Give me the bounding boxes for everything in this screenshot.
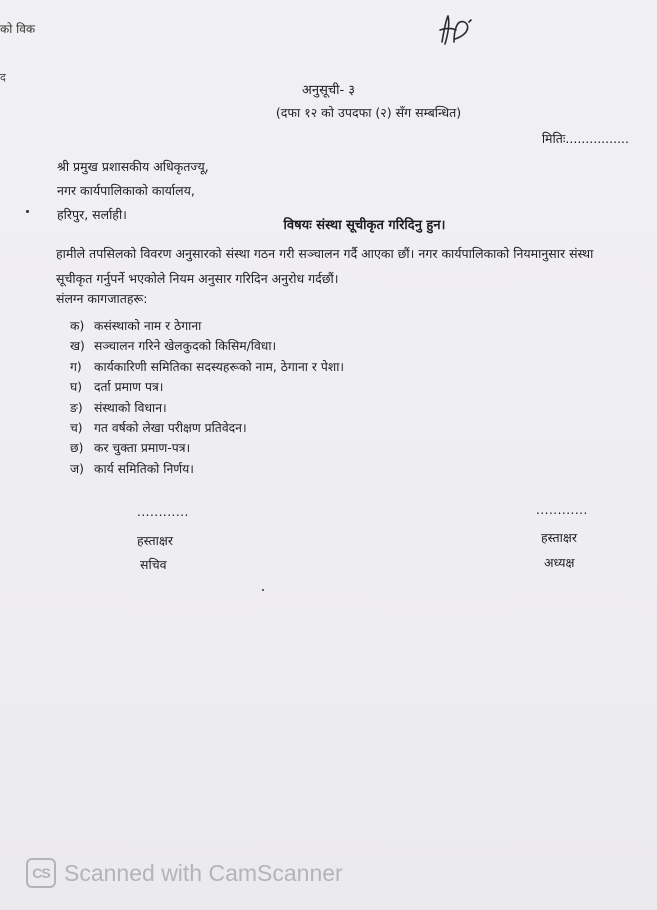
address-line: हरिपुर, सर्लाही। (57, 207, 127, 222)
list-item (70, 377, 344, 397)
list-marker: ख) (70, 339, 85, 354)
list-marker: छ) (70, 441, 84, 456)
address-line: नगर कार्यपालिकाको कार्यालय, (57, 183, 195, 198)
subject-line: विषयः संस्था सूचीकृत गरिदिनु हुन। (283, 218, 446, 233)
secretary-signature-line: ............ (137, 505, 189, 519)
secretary-role: सचिव (140, 557, 167, 572)
body-paragraph: हामीले तपसिलको विवरण अनुसारको संस्था गठन गरी सञ्चालन गर्दै आएका छौं। नगर कार्यपालिकाको नियमानुसार संस्था सूचीकृत गर्नुपर्ने भएकोले नियम अनुसार गरिदिन अनुरोध गर्दछौं। (56, 246, 594, 286)
list-item-text: कार्य समितिको निर्णय। (94, 461, 194, 476)
address-line: श्री प्रमुख प्रशासकीय अधिकृतज्यू, (57, 159, 209, 174)
secretary-signature-label: हस्ताक्षर (137, 533, 173, 548)
watermark-text: Scanned with CamScanner (64, 859, 343, 886)
scan-speck (262, 589, 264, 591)
list-item-text: गत वर्षको लेखा परीक्षण प्रतिवेदन। (94, 421, 247, 436)
list-item-text: संस्थाको विधान। (94, 400, 167, 415)
list-marker: ग) (70, 359, 82, 374)
list-item-text: कसंस्थाको नाम र ठेगाना (94, 319, 202, 333)
attachments-list (70, 316, 344, 479)
camscanner-watermark (26, 856, 343, 890)
list-marker: ङ) (70, 400, 83, 415)
list-item-text: कर चुक्ता प्रमाण-पत्र। (94, 441, 191, 456)
annex-subtitle: (दफा १२ को उपदफा (२) सँग सम्बन्धित) (275, 105, 462, 120)
list-item-text: दर्ता प्रमाण पत्र। (94, 380, 164, 395)
list-item (70, 357, 344, 377)
list-item (70, 336, 344, 356)
cut-off-edge-mark: द (0, 71, 6, 84)
list-item (70, 459, 344, 479)
handwritten-initials-icon (436, 12, 480, 52)
list-item (70, 438, 344, 458)
annex-title: अनुसूची- ३ (301, 83, 356, 98)
attachments-heading: संलग्न कागजातहरू: (56, 291, 148, 306)
cut-off-edge-text: को विक (0, 22, 36, 36)
list-item (70, 418, 344, 438)
list-marker: ज) (70, 461, 84, 476)
list-marker: क) (70, 319, 85, 333)
list-item-text: कार्यकारिणी समितिका सदस्यहरूको नाम, ठेगाना र पेशा। (94, 359, 345, 374)
chairperson-signature-label: हस्ताक्षर (541, 530, 577, 545)
date-field: मितिः................ (541, 131, 629, 146)
chairperson-role: अध्यक्ष (544, 555, 575, 570)
list-marker: घ) (70, 380, 83, 395)
chairperson-signature-line: ............ (536, 503, 588, 517)
list-item (70, 316, 344, 336)
camscanner-logo-icon: CS (26, 858, 56, 888)
list-item (70, 398, 344, 418)
list-item-text: सञ्चालन गरिने खेलकुदको किसिम/विधा। (94, 339, 277, 354)
list-marker: च) (70, 421, 83, 436)
scan-speck (26, 210, 29, 213)
